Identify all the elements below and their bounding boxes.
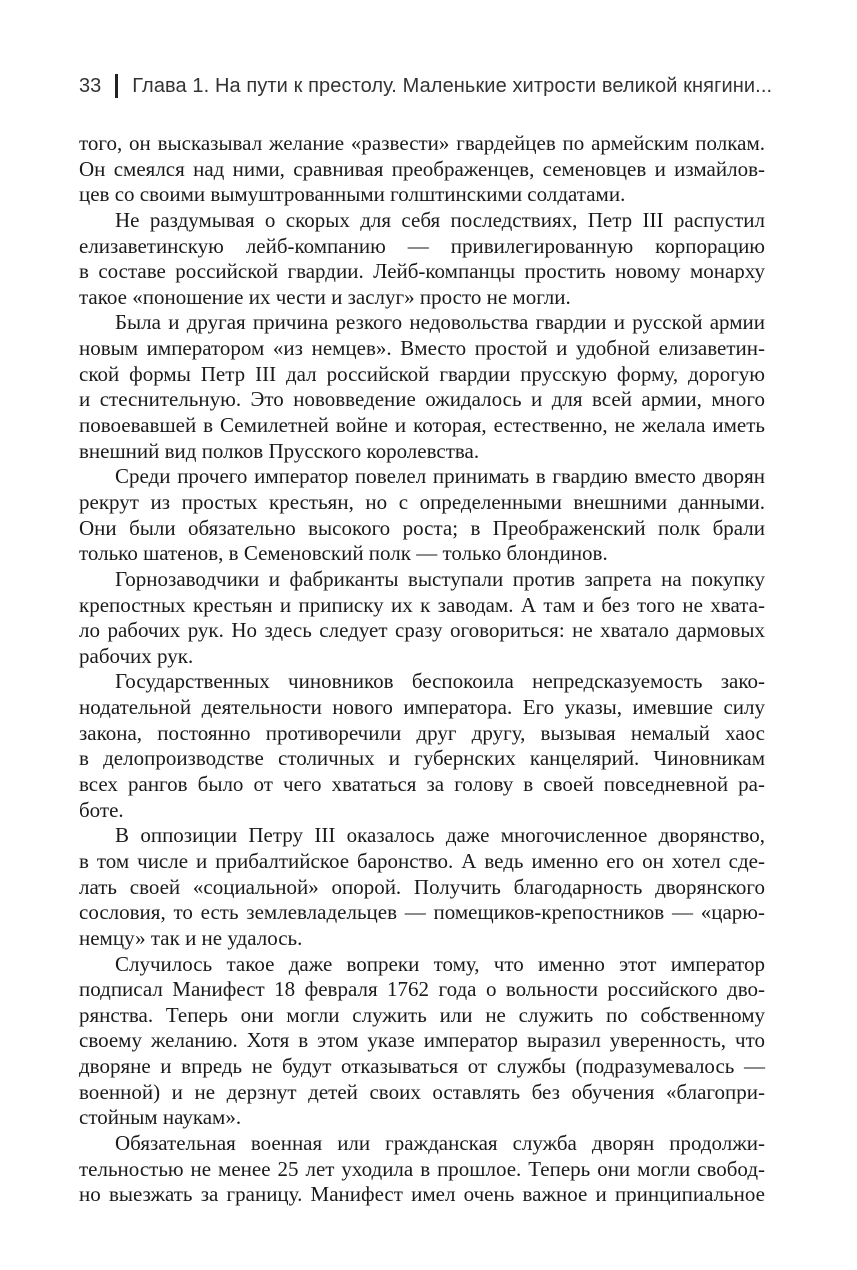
text-line: рянства. Теперь они могли служить или не служить по собственному (79, 1002, 765, 1027)
text-line: Была и другая причина резкого недовольства гвардии и русской армии (115, 310, 765, 335)
text-line: ло рабочих рук. Но здесь следует сразу оговориться: не хватало дармовых (79, 618, 765, 643)
text-line: в том числе и прибалтийское баронство. А ведь именно его он хотел сде- (79, 848, 765, 873)
text-line: только шатенов, в Семеновский полк — только блондинов. (79, 541, 608, 566)
text-line: цев со своими вымуштрованными голштинскими солдатами. (79, 182, 626, 207)
text-line: тельностью не менее 25 лет уходила в прошлое. Теперь они могли свобод- (79, 1156, 765, 1181)
text-line: всех рангов было от чего хвататься за голову в своей повседневной ра- (79, 772, 765, 797)
text-line: но выезжать за границу. Манифест имел очень важное и принципиальное (79, 1182, 765, 1207)
chapter-title: Глава 1. На пути к престолу. Маленькие хитрости великой княгини... (132, 74, 773, 97)
text-line: Они были обязательно высокого роста; в Преображенский полк брали (79, 515, 765, 540)
text-line: закона, постоянно противоречили друг другу, вызывая немалый хаос (79, 720, 765, 745)
text-line: Горнозаводчики и фабриканты выступали против запрета на покупку (115, 566, 765, 591)
text-line: сословия, то есть землевладельцев — помещиков-крепостников — «царю- (79, 900, 765, 925)
text-line: Обязательная военная или гражданская служба дворян продолжи- (115, 1130, 765, 1155)
text-line: того, он высказывал желание «развести» гвардейцев по армейским полкам. (79, 131, 765, 155)
text-line: военной) и не дерзнут детей своих оставлять без обучения «благопри- (79, 1079, 765, 1104)
text-line: Государственных чиновников беспокоила непредсказуемость зако- (115, 669, 765, 694)
text-line: и стеснительную. Это нововведение ожидалось и для всей армии, много (79, 387, 765, 412)
text-line: лать своей «социальной» опорой. Получить благодарность дворянского (79, 874, 765, 899)
text-line: Он смеялся над ними, сравнивая преображенцев, семеновцев и измайлов- (79, 156, 765, 181)
text-line: своему желанию. Хотя в этом указе император выразил уверенность, что (79, 1028, 765, 1053)
text-line: крепостных крестьян и приписку их к заводам. А там и без того не хвата- (79, 592, 765, 617)
page-number: 33 (79, 74, 102, 97)
text-line: в составе российской гвардии. Лейб-компанцы простить новому монарху (79, 259, 765, 284)
body-text (79, 131, 765, 1208)
text-line: внешний вид полков Прусского королевства. (79, 438, 480, 463)
text-line: стойным наукам». (79, 1105, 242, 1130)
text-line: такое «поношение их чести и заслуг» просто не могли. (79, 284, 571, 309)
text-line: дворяне и впредь не будут отказываться от службы (подразумевалось — (79, 1054, 765, 1079)
header-separator (115, 74, 118, 98)
text-line: Не раздумывая о скорых для себя последствиях, Петр III распустил (115, 207, 765, 232)
text-line: Среди прочего император повелел принимать в гвардию вместо дворян (115, 464, 765, 489)
text-line: ской формы Петр III дал российской гвардии прусскую форму, дорогую (79, 361, 765, 386)
text-line: повоевавшей в Семилетней войне и которая, естественно, не желала иметь (79, 413, 765, 438)
text-line: елизаветинскую лейб-компанию — привилегированную корпорацию (79, 233, 765, 258)
text-line: рекрут из простых крестьян, но с определенными внешними данными. (79, 489, 765, 514)
text-line: немцу» так и не удалось. (79, 925, 303, 950)
text-line: боте. (79, 797, 124, 822)
text-line: Случилось такое даже вопреки тому, что именно этот император (115, 951, 765, 976)
text-line: в делопроизводстве столичных и губернских канцелярий. Чиновникам (79, 746, 765, 771)
text-line: подписал Манифест 18 февраля 1762 года о вольности российского дво- (79, 977, 765, 1002)
text-line: нодательной деятельности нового императора. Его указы, имевшие силу (79, 695, 765, 720)
text-line: рабочих рук. (79, 643, 194, 668)
text-line: новым императором «из немцев». Вместо простой и удобной елизаветин- (79, 336, 765, 361)
text-line: В оппозиции Петру III оказалось даже многочисленное дворянство, (115, 823, 765, 848)
page-header (79, 70, 772, 102)
